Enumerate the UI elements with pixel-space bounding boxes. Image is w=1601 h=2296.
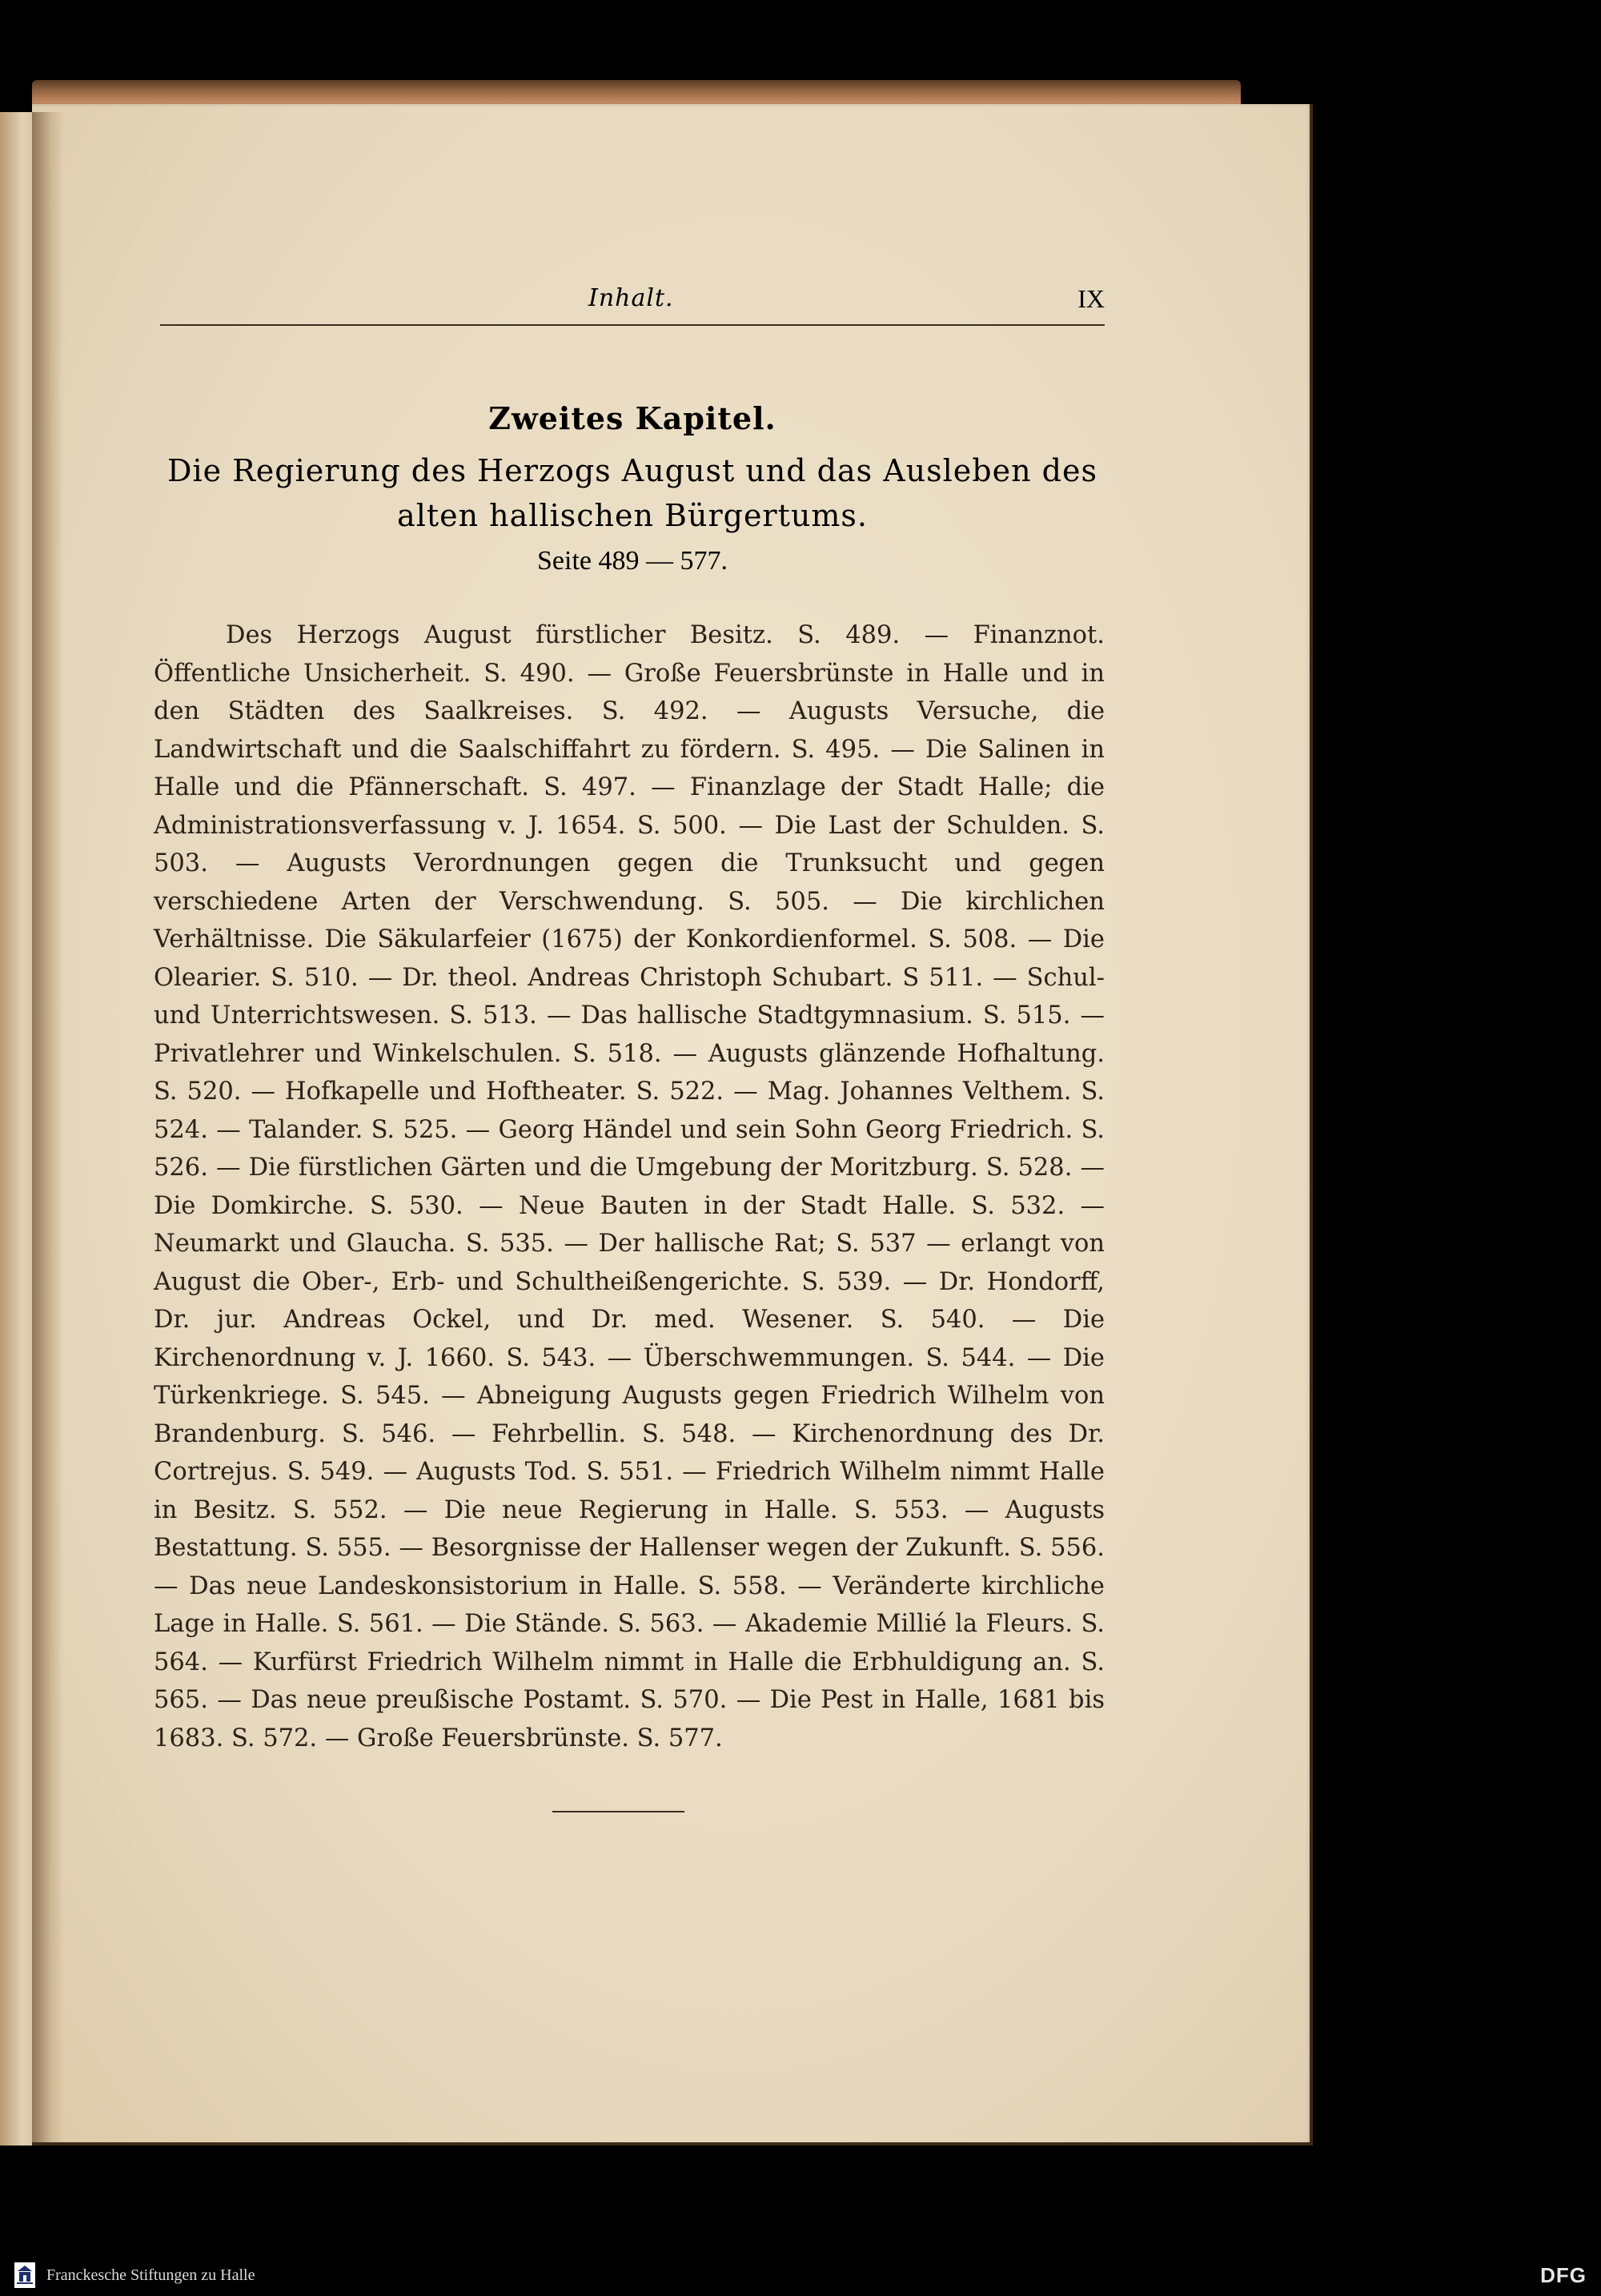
header-rule bbox=[160, 324, 1105, 326]
running-head-title: Inhalt. bbox=[588, 284, 674, 312]
chapter-title: Die Regierung des Herzogs August und das Ausleben des alten hallischen Bürgertums. bbox=[167, 453, 1097, 533]
footer-institution: Franckesche Stiftungen zu Halle bbox=[46, 2266, 255, 2284]
footer-bar bbox=[0, 2254, 1601, 2296]
page-gutter bbox=[32, 112, 64, 2145]
chapter-summary: Des Herzogs August fürstlicher Besitz. S. 489. — Finanznot. Öffentliche Unsicherheit. S. 490. — Große Feuersbrünste in Halle und in den Städten des Saalkreises. S. 492. — Augusts Versuche, die Landwirtschaft und die Saalschiffahrt zu fördern. S. 495. — Die Salinen in Halle und die Pfännerschaft. S. 497. — Finanzlage der Stadt Halle; die Administrationsverfassung v. J. 1654. S. 500. — Die Last der Schulden. S. 503. — Augusts Verordnungen gegen die Trunksucht und gegen verschiedene Arten der Verschwendung. S. 505. — Die kirchlichen Verhältnisse. Die Säkularfeier (1675) der Konkordienformel. S. 508. — Die Olearier. S. 510. — Dr. theol. Andreas Christoph Schubart. S 511. — Schul- und Unterrichtswesen. S. 513. — Das hallische Stadtgymnasium. S. 515. — Privatlehrer und Winkelschulen. S. 518. — Augusts glänzende Hofhaltung. S. 520. — Hofkapelle und Hoftheater. S. 522. — Mag. Johannes Velthem. S. 524. — Talander. S. 525. — Georg Händel und sein Sohn Georg Friedrich. S. 526. — Die fürstlichen Gärten und die Umgebung der Moritzburg. S. 528. — Die Domkirche. S. 530. — Neue Bauten in der Stadt Halle. S. 532. — Neumarkt und Glaucha. S. 535. — Der hallische Rat; S. 537 — erlangt von August die Ober-, Erb- und Schultheißengerichte. S. 539. — Dr. Hondorff, Dr. jur. Andreas Ockel, und Dr. med. Wesener. S. 540. — Die Kirchenordnung v. J. 1660. S. 543. — Überschwemmungen. S. 544. — Die Türkenkriege. S. 545. — Abneigung Augusts gegen Friedrich Wilhelm von Brandenburg. S. 546. — Fehrbellin. S. 548. — Kirchenordnung des Dr. Cortrejus. S. 549. — Augusts Tod. S. 551. — Friedrich Wilhelm nimmt Halle in Besitz. S. 552. — Die neue Regierung in Halle. S. 553. — Augusts Bestattung. S. 555. — Besorgnisse der Hallenser wegen der Zukunft. S. 556. — Das neue Landeskonsistorium in Halle. S. 558. — Veränderte kirchliche Lage in Halle. S. 561. — Die Stände. S. 563. — Akademie Millié la Fleurs. S. 564. — Kurfürst Friedrich Wilhelm nimmt in Halle die Erbhuldigung an. S. 565. — Das neue preußische Postamt. S. 570. — Die Pest in Halle, 1681 bis 1683. S. 572. — Große Feuersbrünste. S. 577. bbox=[154, 621, 1105, 1752]
running-head bbox=[160, 284, 1105, 324]
dfg-logo: DFG bbox=[1540, 2263, 1587, 2287]
end-rule bbox=[552, 1811, 684, 1812]
chapter-heading: Zweites Kapitel. bbox=[488, 400, 776, 436]
building-icon bbox=[14, 2262, 35, 2288]
previous-page-edge bbox=[0, 112, 34, 2145]
chapter-page-range: Seite 489 — 577. bbox=[537, 546, 728, 576]
page-number: IX bbox=[1077, 284, 1105, 313]
